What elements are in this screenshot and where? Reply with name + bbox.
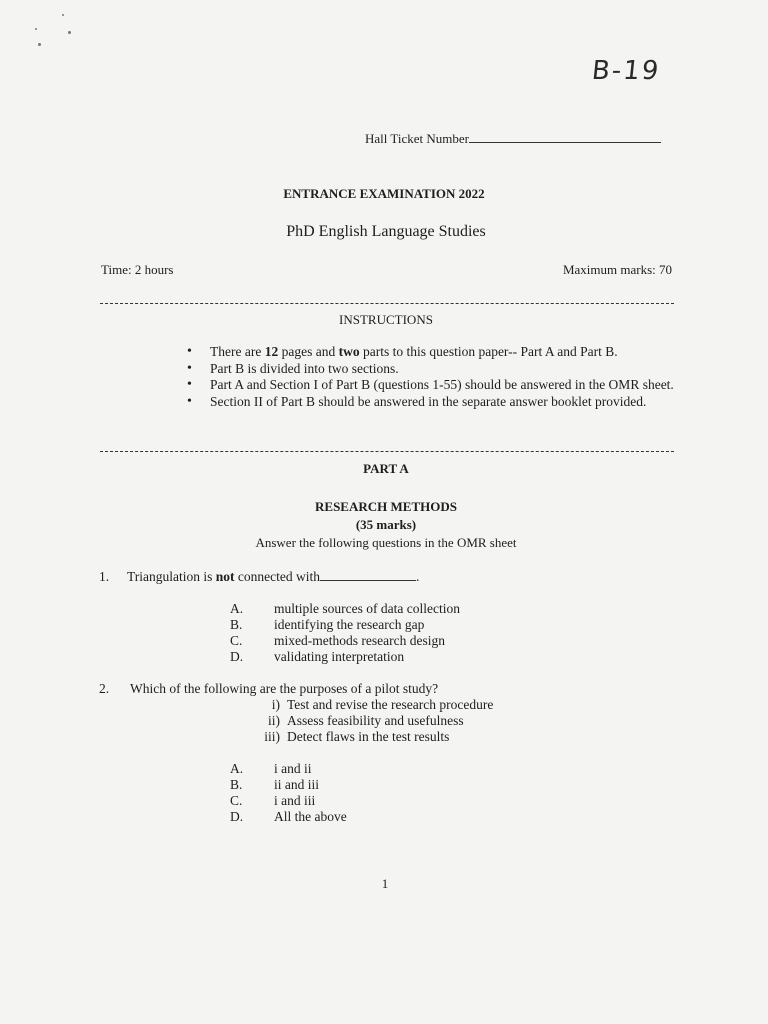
question-number: 2. (99, 681, 110, 696)
option-letter: A. (230, 761, 244, 776)
instructions-list (210, 344, 680, 410)
hall-ticket-label: Hall Ticket Number (365, 131, 469, 146)
statement-row (250, 729, 449, 745)
option-text: i and ii (274, 761, 312, 776)
section-title: RESEARCH METHODS (315, 499, 457, 514)
option-letter: C. (230, 793, 243, 808)
option-letter: D. (230, 809, 244, 824)
option-text: i and iii (274, 793, 316, 808)
option-row (230, 793, 315, 809)
dashed-divider-top (100, 303, 674, 304)
option-row (230, 777, 319, 793)
option-row (230, 617, 424, 633)
option-text: identifying the research gap (274, 617, 425, 632)
hall-ticket-field (365, 131, 661, 147)
part-title: PART A (363, 461, 409, 476)
instruction-item: • There are 12 pages and two parts to this question paper-- Part A and Part B. (210, 344, 680, 361)
question-text: Which of the following are the purposes of a pilot study? (130, 681, 439, 696)
statement-text: Assess feasibility and usefulness (287, 713, 464, 728)
option-text: validating interpretation (274, 649, 405, 664)
page-number: 1 (381, 876, 389, 891)
section-marks: (35 marks) (355, 517, 417, 532)
statement-text: Detect flaws in the test results (287, 729, 450, 744)
option-letter: B. (230, 617, 243, 632)
statement-numeral: i) (271, 697, 280, 712)
option-row (230, 809, 347, 825)
option-row (230, 649, 404, 665)
scan-speck (68, 31, 71, 34)
program-title: PhD English Language Studies (286, 223, 486, 240)
statement-row (250, 697, 493, 713)
question-text: Triangulation is not connected with . (127, 569, 420, 584)
exam-title: ENTRANCE EXAMINATION 2022 (283, 186, 485, 201)
scan-speck (62, 14, 64, 16)
answer-blank (320, 580, 416, 581)
option-text: ii and iii (274, 777, 319, 792)
instruction-item: • Section II of Part B should be answered in the separate answer booklet provided. (210, 394, 680, 411)
scan-speck (35, 28, 37, 30)
maximum-marks: Maximum marks: 70 (562, 262, 672, 277)
hall-ticket-blank (469, 142, 661, 143)
statement-numeral: ii) (268, 713, 280, 728)
option-letter: D. (230, 649, 244, 664)
instruction-item: • Part A and Section I of Part B (questions 1-55) should be answered in the OMR sheet. (210, 377, 680, 394)
option-row (230, 633, 445, 649)
exam-duration: Time: 2 hours (101, 262, 174, 277)
option-letter: A. (230, 601, 244, 616)
section-instruction: Answer the following questions in the OMR sheet (255, 535, 517, 550)
option-text: multiple sources of data collection (274, 601, 460, 616)
dashed-divider-bottom (100, 451, 674, 452)
statement-numeral: iii) (264, 729, 280, 744)
scan-speck (38, 43, 41, 46)
option-text: mixed-methods research design (274, 633, 445, 648)
statement-row (250, 713, 464, 729)
option-row (230, 601, 460, 617)
option-letter: C. (230, 633, 243, 648)
option-letter: B. (230, 777, 243, 792)
question-number: 1. (99, 569, 110, 584)
handwritten-code: B-19 (590, 56, 662, 86)
instructions-heading: INSTRUCTIONS (339, 312, 433, 327)
option-row (230, 761, 312, 777)
instruction-item: • Part B is divided into two sections. (210, 361, 680, 378)
option-text: All the above (274, 809, 347, 824)
statement-text: Test and revise the research procedure (287, 697, 494, 712)
